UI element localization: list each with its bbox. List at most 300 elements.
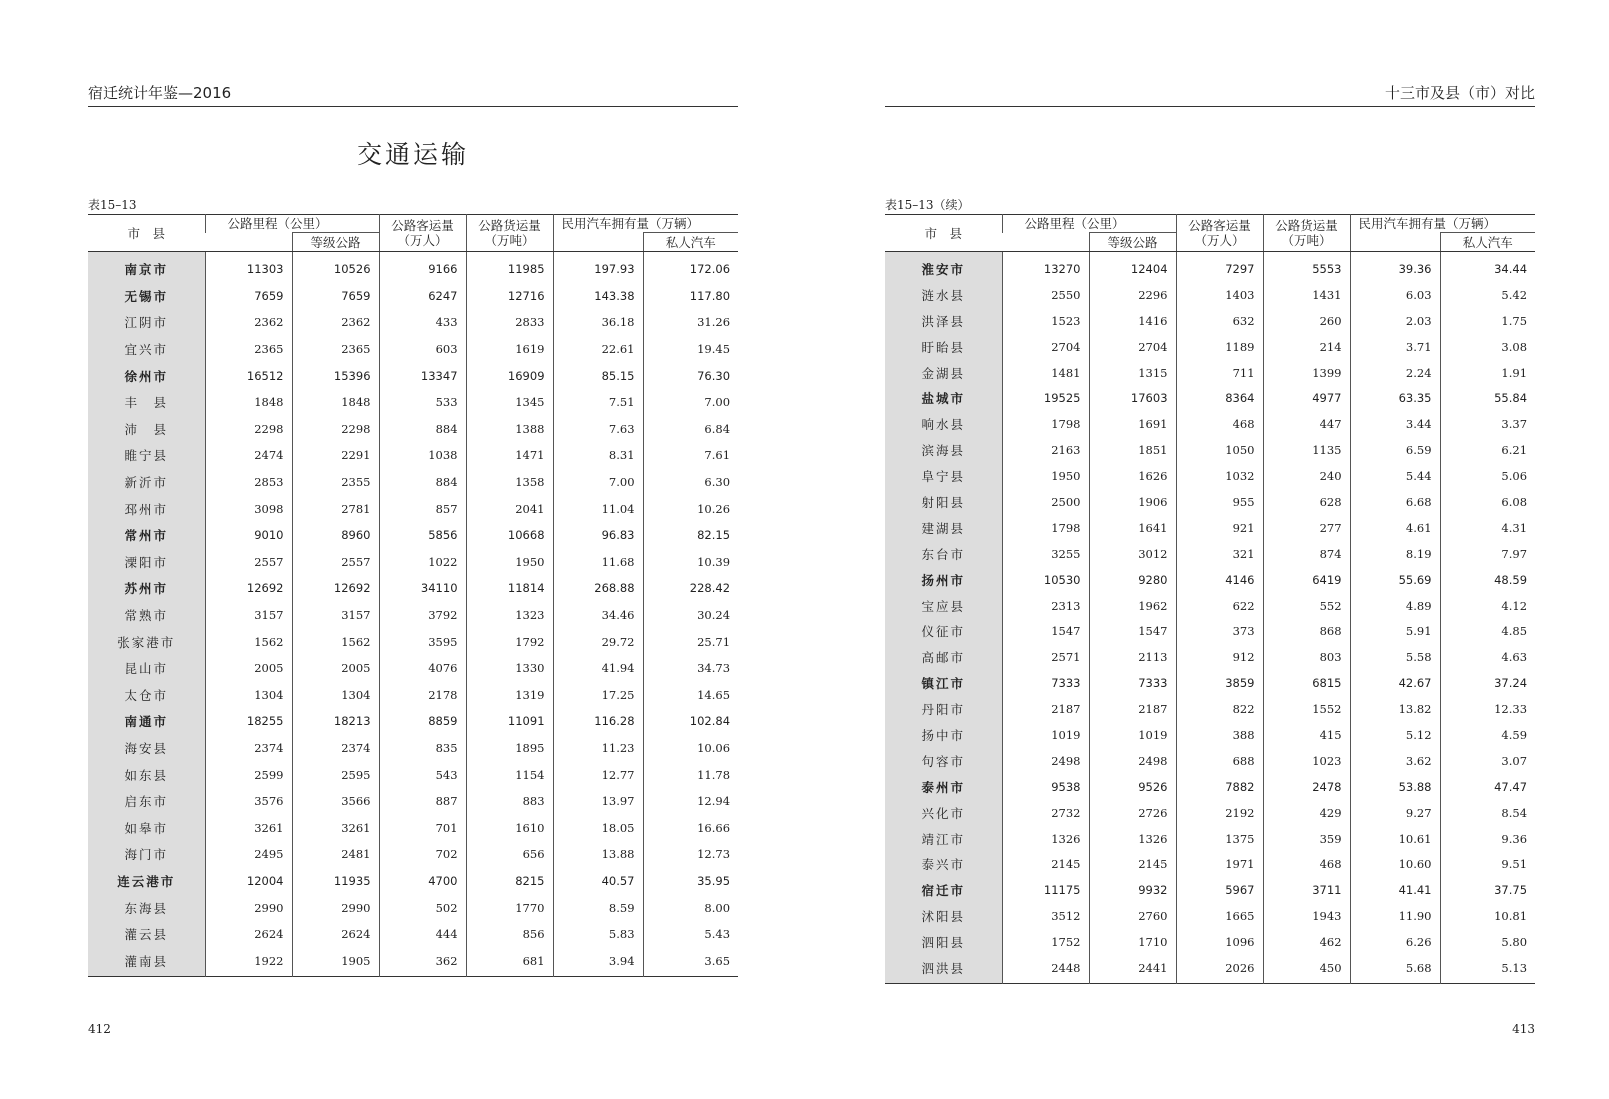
right-page (885, 0, 1535, 1099)
cell-mileage: 2599 (205, 761, 292, 788)
table-row (88, 575, 738, 602)
table-row (88, 841, 738, 868)
cell-vehicles: 4.61 (1350, 515, 1440, 541)
cell-graded: 2187 (1089, 696, 1176, 722)
cell-private: 7.00 (643, 389, 738, 416)
cell-passenger: 543 (379, 761, 466, 788)
cell-mileage: 1950 (1002, 463, 1089, 489)
cell-graded: 1019 (1089, 722, 1176, 748)
cell-mileage: 9010 (205, 522, 292, 549)
cell-vehicles: 41.41 (1350, 877, 1440, 903)
cell-mileage: 16512 (205, 362, 292, 389)
cell-private: 11.78 (643, 761, 738, 788)
cell-graded: 2291 (292, 442, 379, 469)
cell-passenger: 1403 (1176, 282, 1263, 308)
header-vehicles-blank (1350, 233, 1440, 252)
table-row (885, 800, 1535, 826)
cell-mileage: 1019 (1002, 722, 1089, 748)
cell-city: 连云港市 (88, 868, 205, 895)
cell-city: 睢宁县 (88, 442, 205, 469)
header-vehicles: 民用汽车拥有量（万辆） (1350, 215, 1535, 233)
cell-passenger: 5856 (379, 522, 466, 549)
cell-vehicles: 3.44 (1350, 411, 1440, 437)
data-table (88, 214, 738, 977)
cell-passenger: 533 (379, 389, 466, 416)
cell-private: 6.30 (643, 469, 738, 496)
header-city: 市 县 (885, 215, 1002, 252)
cell-freight: 1358 (466, 469, 553, 496)
cell-freight: 277 (1263, 515, 1350, 541)
cell-mileage: 9538 (1002, 774, 1089, 800)
table-row (885, 826, 1535, 852)
cell-graded: 2990 (292, 894, 379, 921)
table-row (88, 868, 738, 895)
cell-city: 如东县 (88, 761, 205, 788)
cell-private: 4.12 (1440, 593, 1535, 619)
cell-mileage: 1752 (1002, 929, 1089, 955)
cell-freight: 468 (1263, 851, 1350, 877)
cell-city: 泰兴市 (885, 851, 1002, 877)
cell-mileage: 2163 (1002, 437, 1089, 463)
cell-private: 5.42 (1440, 282, 1535, 308)
cell-freight: 6815 (1263, 670, 1350, 696)
header-road-mileage: 公路里程（公里） (1002, 215, 1176, 233)
cell-city: 张家港市 (88, 628, 205, 655)
cell-private: 8.00 (643, 894, 738, 921)
cell-passenger: 321 (1176, 541, 1263, 567)
cell-city: 海门市 (88, 841, 205, 868)
table-row (885, 955, 1535, 983)
cell-vehicles: 96.83 (553, 522, 643, 549)
cell-graded: 2781 (292, 495, 379, 522)
table-row (88, 362, 738, 389)
cell-vehicles: 7.00 (553, 469, 643, 496)
cell-private: 14.65 (643, 682, 738, 709)
cell-passenger: 373 (1176, 618, 1263, 644)
cell-private: 5.13 (1440, 955, 1535, 983)
cell-private: 25.71 (643, 628, 738, 655)
header-road-mileage: 公路里程（公里） (205, 215, 379, 233)
cell-vehicles: 85.15 (553, 362, 643, 389)
cell-freight: 359 (1263, 826, 1350, 852)
cell-freight: 1388 (466, 416, 553, 443)
cell-passenger: 4076 (379, 655, 466, 682)
cell-mileage: 3261 (205, 814, 292, 841)
cell-passenger: 433 (379, 309, 466, 336)
cell-private: 1.75 (1440, 308, 1535, 334)
cell-private: 6.21 (1440, 437, 1535, 463)
cell-vehicles: 7.63 (553, 416, 643, 443)
cell-private: 3.08 (1440, 334, 1535, 360)
cell-vehicles: 22.61 (553, 336, 643, 363)
cell-private: 16.66 (643, 814, 738, 841)
cell-passenger: 7882 (1176, 774, 1263, 800)
cell-graded: 2005 (292, 655, 379, 682)
cell-freight: 11814 (466, 575, 553, 602)
cell-vehicles: 17.25 (553, 682, 643, 709)
cell-freight: 1345 (466, 389, 553, 416)
cell-freight: 10668 (466, 522, 553, 549)
cell-graded: 9280 (1089, 567, 1176, 593)
table-row (88, 628, 738, 655)
cell-passenger: 4146 (1176, 567, 1263, 593)
cell-mileage: 1848 (205, 389, 292, 416)
cell-mileage: 3157 (205, 602, 292, 629)
cell-city: 如皋市 (88, 814, 205, 841)
cell-vehicles: 10.60 (1350, 851, 1440, 877)
table-row (88, 921, 738, 948)
cell-city: 宝应县 (885, 593, 1002, 619)
table-row (885, 748, 1535, 774)
cell-mileage: 7333 (1002, 670, 1089, 696)
cell-passenger: 1022 (379, 549, 466, 576)
cell-freight: 1319 (466, 682, 553, 709)
cell-graded: 12692 (292, 575, 379, 602)
cell-freight: 1895 (466, 735, 553, 762)
cell-vehicles: 3.94 (553, 947, 643, 976)
table-row (88, 442, 738, 469)
cell-private: 12.73 (643, 841, 738, 868)
cell-passenger: 4700 (379, 868, 466, 895)
cell-mileage: 7659 (205, 283, 292, 310)
header-vehicles-blank (553, 233, 643, 252)
table-row (885, 282, 1535, 308)
cell-graded: 2374 (292, 735, 379, 762)
cell-mileage: 2005 (205, 655, 292, 682)
cell-graded: 7659 (292, 283, 379, 310)
cell-city: 沛 县 (88, 416, 205, 443)
table-row (885, 541, 1535, 567)
cell-mileage: 2624 (205, 921, 292, 948)
cell-mileage: 2448 (1002, 955, 1089, 983)
cell-graded: 1962 (1089, 593, 1176, 619)
cell-freight: 11985 (466, 252, 553, 283)
cell-vehicles: 5.68 (1350, 955, 1440, 983)
cell-city: 东海县 (88, 894, 205, 921)
cell-vehicles: 2.03 (1350, 308, 1440, 334)
cell-city: 常熟市 (88, 602, 205, 629)
cell-mileage: 2704 (1002, 334, 1089, 360)
table-row (885, 929, 1535, 955)
cell-mileage: 2990 (205, 894, 292, 921)
cell-city: 徐州市 (88, 362, 205, 389)
cell-vehicles: 8.31 (553, 442, 643, 469)
cell-mileage: 2732 (1002, 800, 1089, 826)
header-graded-roads: 等级公路 (1089, 233, 1176, 252)
cell-private: 7.61 (643, 442, 738, 469)
header-city: 市 县 (88, 215, 205, 252)
cell-vehicles: 40.57 (553, 868, 643, 895)
cell-private: 35.95 (643, 868, 738, 895)
cell-vehicles: 5.83 (553, 921, 643, 948)
cell-freight: 5553 (1263, 252, 1350, 282)
cell-private: 3.65 (643, 947, 738, 976)
cell-mileage: 1304 (205, 682, 292, 709)
cell-graded: 3012 (1089, 541, 1176, 567)
cell-city: 灌云县 (88, 921, 205, 948)
cell-freight: 883 (466, 788, 553, 815)
cell-graded: 1326 (1089, 826, 1176, 852)
cell-graded: 1851 (1089, 437, 1176, 463)
table-row (88, 416, 738, 443)
cell-freight: 628 (1263, 489, 1350, 515)
cell-mileage: 18255 (205, 708, 292, 735)
cell-city: 仪征市 (885, 618, 1002, 644)
table-row (88, 788, 738, 815)
cell-graded: 2362 (292, 309, 379, 336)
cell-city: 启东市 (88, 788, 205, 815)
table-id: 表15–13（续） (885, 198, 970, 212)
cell-graded: 2441 (1089, 955, 1176, 983)
cell-vehicles: 34.46 (553, 602, 643, 629)
cell-freight: 656 (466, 841, 553, 868)
cell-vehicles: 7.51 (553, 389, 643, 416)
cell-private: 10.81 (1440, 903, 1535, 929)
cell-private: 4.85 (1440, 618, 1535, 644)
cell-private: 12.94 (643, 788, 738, 815)
cell-graded: 3261 (292, 814, 379, 841)
cell-freight: 874 (1263, 541, 1350, 567)
cell-freight: 1431 (1263, 282, 1350, 308)
cell-vehicles: 53.88 (1350, 774, 1440, 800)
cell-graded: 17603 (1089, 385, 1176, 411)
running-head-text: 十三市及县（市）对比 (1384, 84, 1535, 102)
cell-city: 丹阳市 (885, 696, 1002, 722)
cell-vehicles: 10.61 (1350, 826, 1440, 852)
table-row (885, 463, 1535, 489)
cell-mileage: 2374 (205, 735, 292, 762)
table-row (885, 903, 1535, 929)
cell-city: 响水县 (885, 411, 1002, 437)
cell-private: 117.80 (643, 283, 738, 310)
cell-city: 东台市 (885, 541, 1002, 567)
cell-freight: 415 (1263, 722, 1350, 748)
cell-vehicles: 116.28 (553, 708, 643, 735)
cell-private: 10.39 (643, 549, 738, 576)
cell-freight: 1330 (466, 655, 553, 682)
cell-passenger: 9166 (379, 252, 466, 283)
cell-graded: 1304 (292, 682, 379, 709)
cell-graded: 9932 (1089, 877, 1176, 903)
cell-graded: 1416 (1089, 308, 1176, 334)
table-row (885, 774, 1535, 800)
table-row (885, 334, 1535, 360)
cell-vehicles: 143.38 (553, 283, 643, 310)
cell-freight: 3711 (1263, 877, 1350, 903)
running-head (885, 84, 1535, 107)
cell-mileage: 1523 (1002, 308, 1089, 334)
table-row (88, 336, 738, 363)
cell-mileage: 11175 (1002, 877, 1089, 903)
cell-mileage: 1798 (1002, 411, 1089, 437)
cell-private: 37.75 (1440, 877, 1535, 903)
cell-city: 沭阳县 (885, 903, 1002, 929)
cell-freight: 856 (466, 921, 553, 948)
cell-passenger: 702 (379, 841, 466, 868)
cell-vehicles: 13.97 (553, 788, 643, 815)
cell-passenger: 1096 (1176, 929, 1263, 955)
cell-mileage: 1326 (1002, 826, 1089, 852)
cell-passenger: 835 (379, 735, 466, 762)
cell-graded: 1315 (1089, 360, 1176, 386)
table-row (885, 877, 1535, 903)
page-number: 413 (1512, 1022, 1535, 1036)
cell-private: 3.37 (1440, 411, 1535, 437)
cell-passenger: 468 (1176, 411, 1263, 437)
cell-graded: 2704 (1089, 334, 1176, 360)
cell-freight: 868 (1263, 618, 1350, 644)
cell-vehicles: 5.12 (1350, 722, 1440, 748)
cell-vehicles: 63.35 (1350, 385, 1440, 411)
table-row (88, 602, 738, 629)
cell-graded: 10526 (292, 252, 379, 283)
cell-vehicles: 11.04 (553, 495, 643, 522)
cell-passenger: 3595 (379, 628, 466, 655)
cell-graded: 2726 (1089, 800, 1176, 826)
cell-graded: 7333 (1089, 670, 1176, 696)
cell-passenger: 3792 (379, 602, 466, 629)
cell-mileage: 1481 (1002, 360, 1089, 386)
table-row (885, 696, 1535, 722)
cell-vehicles: 11.68 (553, 549, 643, 576)
cell-private: 5.43 (643, 921, 738, 948)
cell-passenger: 887 (379, 788, 466, 815)
cell-vehicles: 13.88 (553, 841, 643, 868)
cell-passenger: 632 (1176, 308, 1263, 334)
cell-vehicles: 12.77 (553, 761, 643, 788)
cell-private: 9.51 (1440, 851, 1535, 877)
cell-city: 涟水县 (885, 282, 1002, 308)
cell-vehicles: 268.88 (553, 575, 643, 602)
cell-mileage: 1922 (205, 947, 292, 976)
cell-mileage: 10530 (1002, 567, 1089, 593)
cell-graded: 12404 (1089, 252, 1176, 282)
table-row (88, 947, 738, 976)
cell-graded: 2113 (1089, 644, 1176, 670)
cell-passenger: 362 (379, 947, 466, 976)
cell-mileage: 1547 (1002, 618, 1089, 644)
cell-vehicles: 4.89 (1350, 593, 1440, 619)
table-body (885, 252, 1535, 984)
cell-passenger: 1665 (1176, 903, 1263, 929)
cell-passenger: 7297 (1176, 252, 1263, 282)
table-row (885, 308, 1535, 334)
cell-private: 82.15 (643, 522, 738, 549)
cell-vehicles: 6.59 (1350, 437, 1440, 463)
cell-freight: 1023 (1263, 748, 1350, 774)
cell-city: 南京市 (88, 252, 205, 283)
cell-city: 盐城市 (885, 385, 1002, 411)
cell-city: 建湖县 (885, 515, 1002, 541)
cell-vehicles: 2.24 (1350, 360, 1440, 386)
cell-freight: 260 (1263, 308, 1350, 334)
cell-passenger: 8859 (379, 708, 466, 735)
cell-mileage: 2474 (205, 442, 292, 469)
cell-graded: 2145 (1089, 851, 1176, 877)
cell-city: 扬州市 (885, 567, 1002, 593)
cell-graded: 2557 (292, 549, 379, 576)
table-row (88, 309, 738, 336)
cell-city: 新沂市 (88, 469, 205, 496)
cell-mileage: 3255 (1002, 541, 1089, 567)
cell-passenger: 8364 (1176, 385, 1263, 411)
cell-city: 阜宁县 (885, 463, 1002, 489)
cell-vehicles: 55.69 (1350, 567, 1440, 593)
cell-passenger: 1038 (379, 442, 466, 469)
cell-city: 海安县 (88, 735, 205, 762)
cell-graded: 3157 (292, 602, 379, 629)
cell-freight: 4977 (1263, 385, 1350, 411)
cell-vehicles: 5.91 (1350, 618, 1440, 644)
cell-passenger: 622 (1176, 593, 1263, 619)
cell-city: 江阴市 (88, 309, 205, 336)
cell-mileage: 2313 (1002, 593, 1089, 619)
cell-passenger: 5967 (1176, 877, 1263, 903)
cell-vehicles: 39.36 (1350, 252, 1440, 282)
cell-mileage: 3512 (1002, 903, 1089, 929)
cell-vehicles: 6.26 (1350, 929, 1440, 955)
cell-vehicles: 6.03 (1350, 282, 1440, 308)
cell-private: 76.30 (643, 362, 738, 389)
table-row (88, 389, 738, 416)
header-freight: 公路货运量（万吨） (466, 215, 553, 252)
cell-graded: 2365 (292, 336, 379, 363)
cell-graded: 1905 (292, 947, 379, 976)
cell-passenger: 3859 (1176, 670, 1263, 696)
cell-private: 10.06 (643, 735, 738, 762)
cell-city: 滨海县 (885, 437, 1002, 463)
cell-vehicles: 42.67 (1350, 670, 1440, 696)
cell-vehicles: 6.68 (1350, 489, 1440, 515)
header-private-cars: 私人汽车 (1440, 233, 1535, 252)
cell-passenger: 701 (379, 814, 466, 841)
cell-private: 55.84 (1440, 385, 1535, 411)
cell-city: 淮安市 (885, 252, 1002, 282)
cell-freight: 447 (1263, 411, 1350, 437)
cell-passenger: 884 (379, 416, 466, 443)
cell-freight: 2041 (466, 495, 553, 522)
cell-graded: 1562 (292, 628, 379, 655)
cell-private: 3.07 (1440, 748, 1535, 774)
cell-passenger: 711 (1176, 360, 1263, 386)
table-row (88, 549, 738, 576)
cell-city: 泗阳县 (885, 929, 1002, 955)
cell-freight: 1619 (466, 336, 553, 363)
cell-mileage: 2500 (1002, 489, 1089, 515)
cell-mileage: 2362 (205, 309, 292, 336)
chapter-title: 交通运输 (356, 140, 469, 169)
header-freight: 公路货运量（万吨） (1263, 215, 1350, 252)
cell-mileage: 2853 (205, 469, 292, 496)
cell-city: 金湖县 (885, 360, 1002, 386)
cell-city: 无锡市 (88, 283, 205, 310)
cell-private: 1.91 (1440, 360, 1535, 386)
cell-city: 南通市 (88, 708, 205, 735)
cell-private: 37.24 (1440, 670, 1535, 696)
cell-freight: 2478 (1263, 774, 1350, 800)
header-passenger: 公路客运量（万人） (379, 215, 466, 252)
cell-private: 34.44 (1440, 252, 1535, 282)
cell-vehicles: 41.94 (553, 655, 643, 682)
cell-passenger: 603 (379, 336, 466, 363)
cell-private: 6.84 (643, 416, 738, 443)
cell-passenger: 1032 (1176, 463, 1263, 489)
cell-vehicles: 5.58 (1350, 644, 1440, 670)
cell-freight: 12716 (466, 283, 553, 310)
cell-mileage: 13270 (1002, 252, 1089, 282)
cell-vehicles: 11.23 (553, 735, 643, 762)
table-id: 表15–13 (88, 198, 137, 212)
